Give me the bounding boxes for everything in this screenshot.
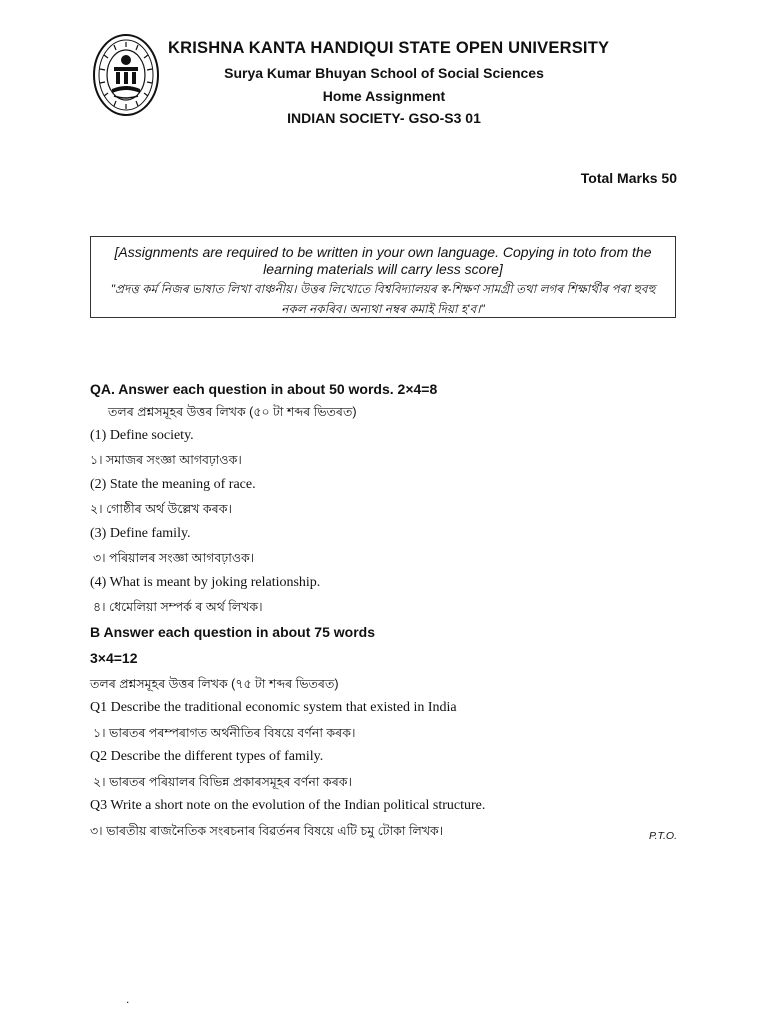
section-a-instruction: তলৰ প্ৰশ্নসমূহৰ উত্তৰ লিখক (৫০ টা শব্দৰ ভিতৰত) [108, 405, 357, 419]
question-a3-assamese: ৩। পৰিয়ালৰ সংজ্ঞা আগবঢ়াওক। [93, 551, 255, 565]
section-b-instruction: তলৰ প্ৰশ্নসমূহৰ উত্তৰ লিখক (৭৫ টা শব্দৰ ভিতৰত) [90, 677, 339, 691]
school-name: Surya Kumar Bhuyan School of Social Sciences [224, 65, 544, 81]
question-a4-assamese: ৪। ধেমেলিয়া সম্পৰ্ক ৰ অৰ্থ লিখক। [93, 600, 263, 614]
section-b-marks: 3×4=12 [90, 650, 138, 666]
page-turn-note: P.T.O. [648, 830, 677, 842]
university-name: KRISHNA KANTA HANDIQUI STATE OPEN UNIVERSITY [168, 39, 610, 57]
section-a-heading: QA. Answer each question in about 50 words. 2×4=8 [90, 381, 438, 397]
question-b3: Q3 Write a short note on the evolution of the Indian political structure. [90, 798, 486, 813]
question-b3-assamese: ৩। ভাৰতীয় ৰাজনৈতিক সংৰচনাৰ বিৱৰ্তনৰ বিষয়ে এটি চমু টোকা লিখক। [90, 824, 444, 838]
question-a1-assamese: ১। সমাজৰ সংজ্ঞা আগবঢ়াওক। [90, 453, 242, 467]
instruction-box [90, 236, 676, 318]
question-a1: (1) Define society. [90, 428, 194, 443]
question-b1: Q1 Describe the traditional economic system that existed in India [90, 700, 457, 715]
section-b-heading: B Answer each question in about 75 words [90, 624, 375, 640]
question-b2-assamese: ২। ভাৰতৰ পৰিয়ালৰ বিভিন্ন প্ৰকাৰসমূহৰ বৰ্ণনা কৰক। [93, 775, 352, 789]
document-type: Home Assignment [322, 88, 446, 104]
question-a2-assamese: ২। গোষ্ঠীৰ অৰ্থ উল্লেখ কৰক। [90, 502, 232, 516]
notice-assamese: "প্ৰদত্ত কৰ্ম নিজৰ ভাষাত লিখা বাঞ্চনীয়। উত্তৰ লিখোতে বিশ্ববিদ্যালয়ৰ স্ব-শিক্ষণ সামগ্ৰী তথা লগৰ শিক্ষাৰ্থীৰ পৰা হুবহু নকল নকৰিব। অন্যথা নম্বৰ কমাই দিয়া হ'ব।" [110, 282, 656, 316]
notice-english: [Assignments are required to be written in your own language. Copying in toto from the learning materials will carry less score] [114, 244, 652, 277]
question-a4: (4) What is meant by joking relationship. [90, 575, 321, 590]
question-b2: Q2 Describe the different types of family. [90, 749, 324, 764]
stray-dot: . [126, 992, 130, 1006]
question-a2: (2) State the meaning of race. [90, 477, 256, 492]
question-a3: (3) Define family. [90, 526, 191, 541]
question-b1-assamese: ১। ভাৰতৰ পৰম্পৰাগত অৰ্থনীতিৰ বিষয়ে বৰ্ণনা কৰক। [93, 726, 356, 740]
course-title: INDIAN SOCIETY- GSO-S3 01 [287, 110, 481, 126]
total-marks: Total Marks 50 [580, 170, 677, 186]
